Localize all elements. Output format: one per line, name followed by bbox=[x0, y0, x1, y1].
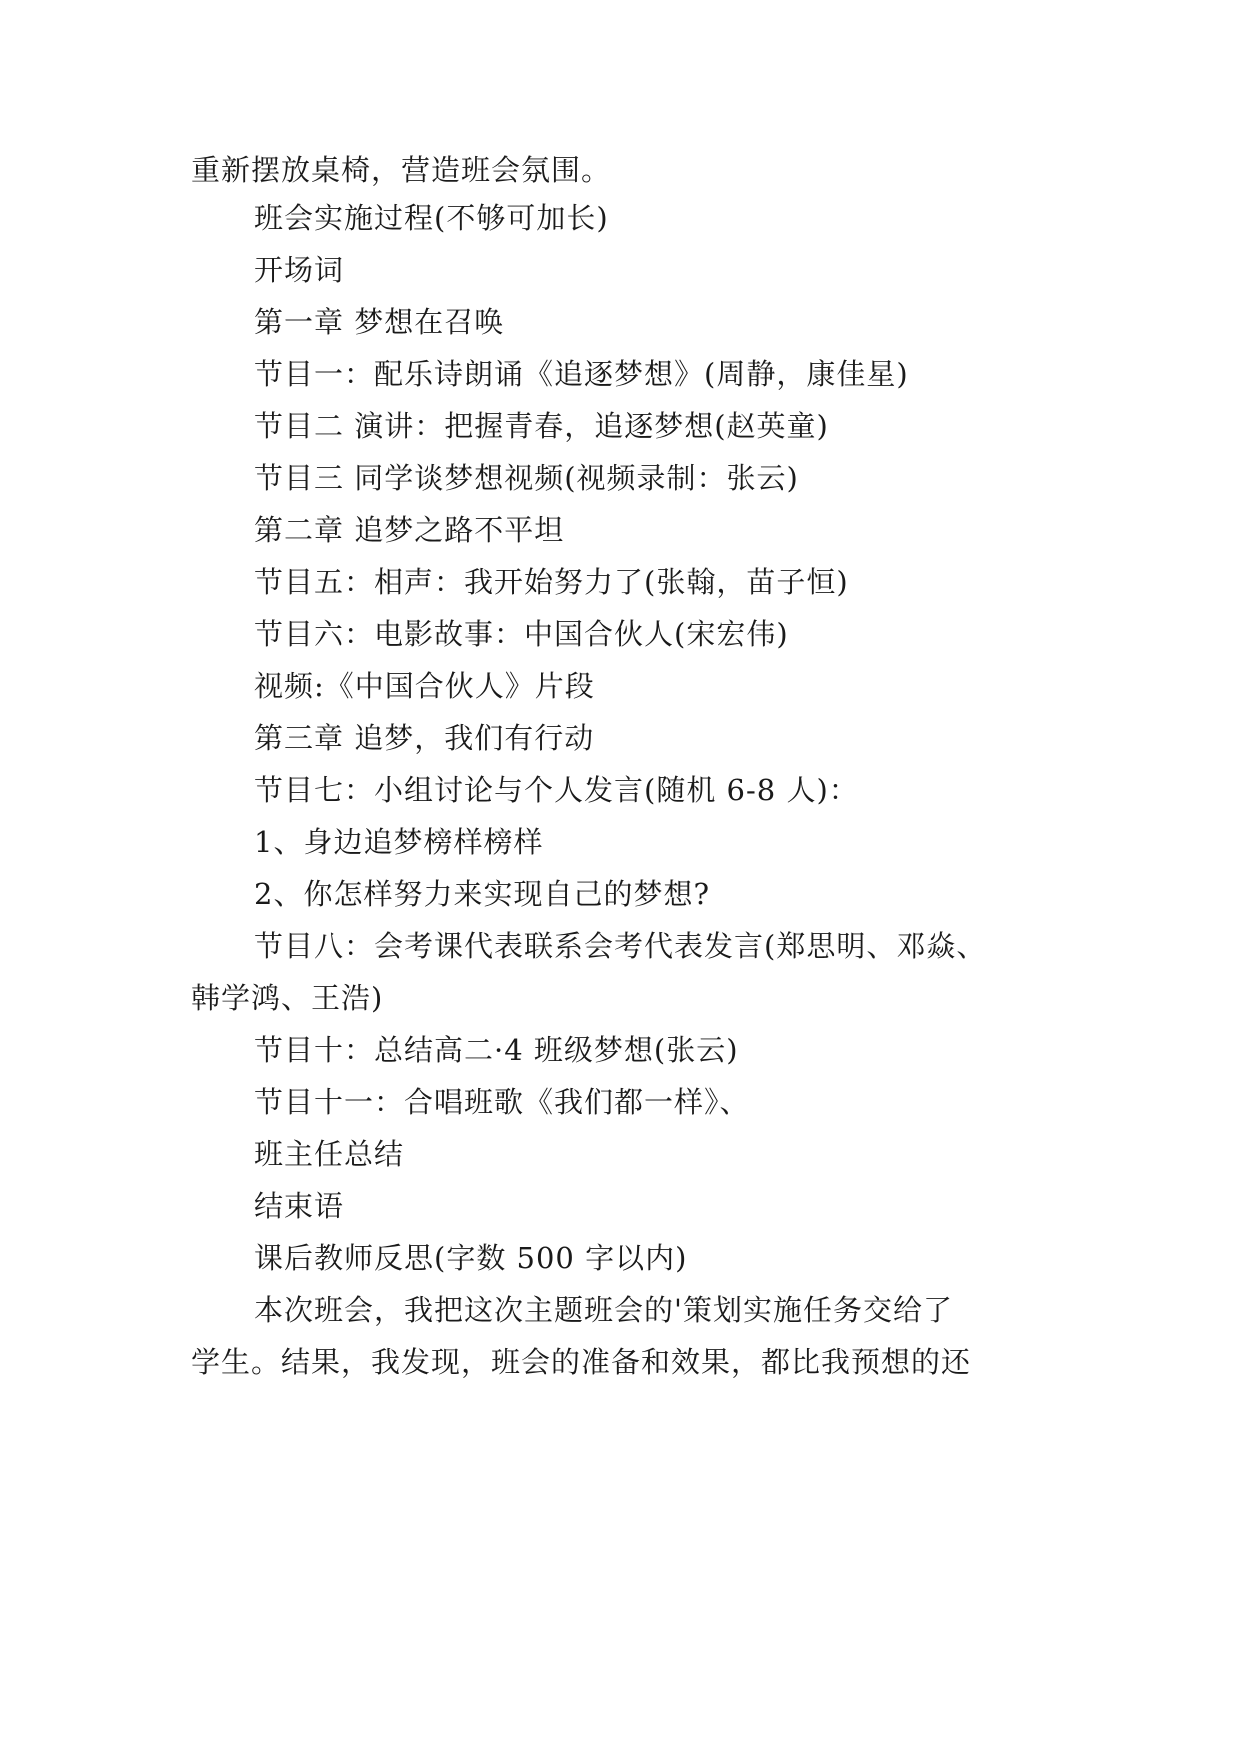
text-line: 开场词 bbox=[254, 253, 345, 287]
program-item: 节目二 演讲：把握青春，追逐梦想(赵英童) bbox=[254, 409, 829, 443]
program-item: 节目八：会考课代表联系会考代表发言(郑思明、邓焱、 bbox=[254, 929, 987, 963]
program-item: 节目五：相声：我开始努力了(张翰，苗子恒) bbox=[254, 565, 849, 599]
program-item: 视频:《中国合伙人》片段 bbox=[254, 669, 595, 703]
program-item-continued: 韩学鸿、王浩) bbox=[191, 981, 384, 1015]
program-item: 节目一：配乐诗朗诵《追逐梦想》(周静，康佳星) bbox=[254, 357, 909, 391]
text-line: 结束语 bbox=[254, 1189, 345, 1223]
text-line: 重新摆放桌椅，营造班会氛围。 bbox=[191, 153, 612, 187]
chapter-heading: 第三章 追梦，我们有行动 bbox=[254, 721, 595, 755]
chapter-heading: 第二章 追梦之路不平坦 bbox=[254, 513, 565, 547]
program-item: 节目六：电影故事：中国合伙人(宋宏伟) bbox=[254, 617, 789, 651]
list-item: 2、你怎样努力来实现自己的梦想? bbox=[254, 877, 710, 911]
section-heading: 课后教师反思(字数 500 字以内) bbox=[254, 1241, 688, 1275]
paragraph-line: 学生。结果，我发现，班会的准备和效果，都比我预想的还 bbox=[191, 1345, 972, 1379]
section-heading: 班会实施过程(不够可加长) bbox=[254, 201, 609, 235]
text-line: 班主任总结 bbox=[254, 1137, 405, 1171]
program-item: 节目十：总结高二·4 班级梦想(张云) bbox=[254, 1033, 739, 1067]
list-item: 1、身边追梦榜样榜样 bbox=[254, 825, 544, 859]
program-item: 节目三 同学谈梦想视频(视频录制：张云) bbox=[254, 461, 799, 495]
paragraph-line: 本次班会，我把这次主题班会的'策划实施任务交给了 bbox=[254, 1293, 953, 1327]
chapter-heading: 第一章 梦想在召唤 bbox=[254, 305, 505, 339]
program-item: 节目十一：合唱班歌《我们都一样》、 bbox=[254, 1085, 750, 1119]
program-item: 节目七：小组讨论与个人发言(随机 6-8 人)： bbox=[254, 773, 859, 807]
